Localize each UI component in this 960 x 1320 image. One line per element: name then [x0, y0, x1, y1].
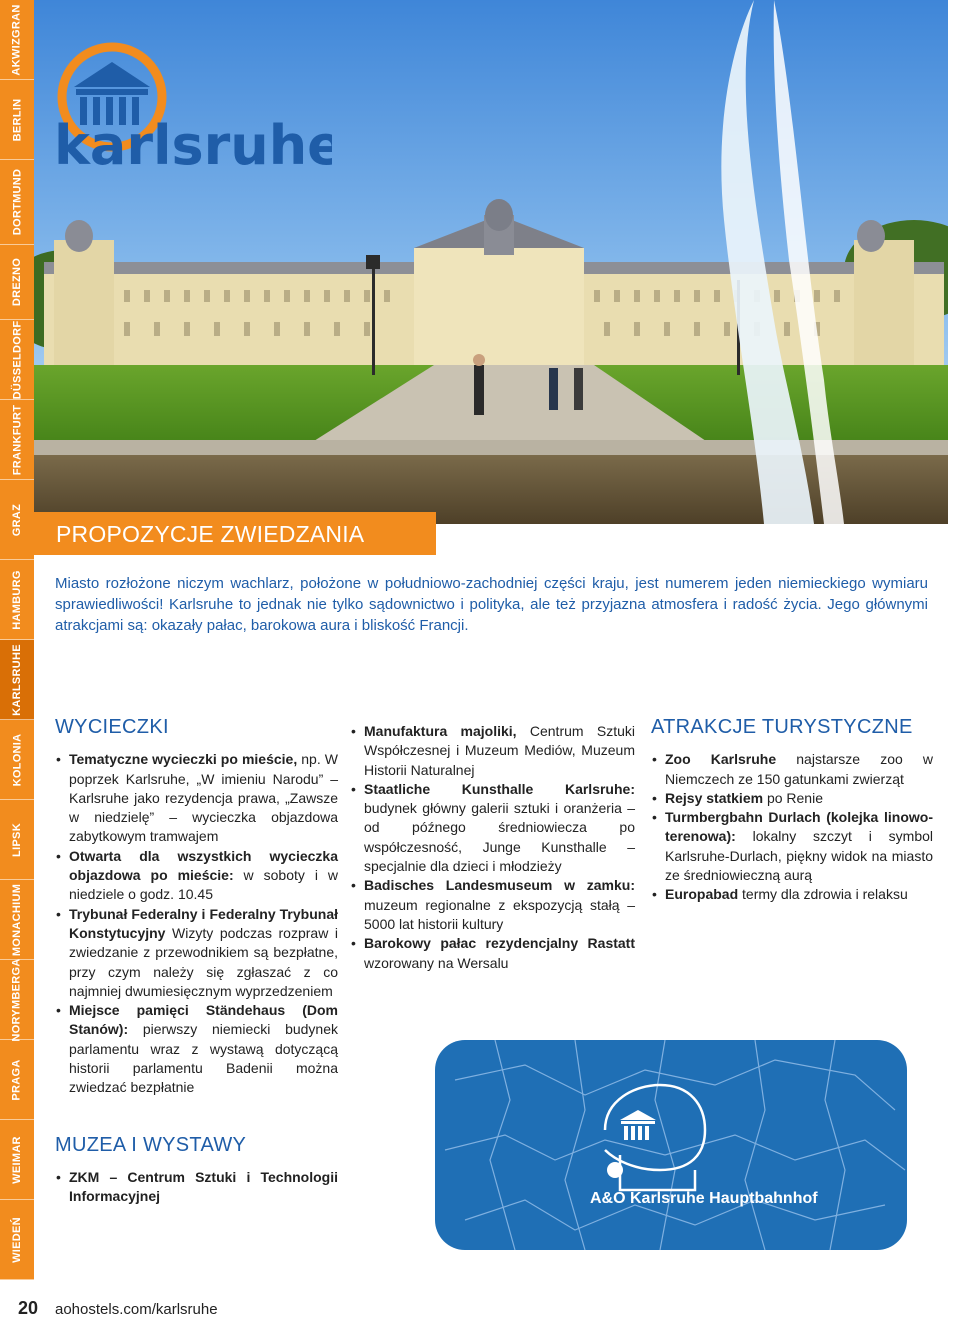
sidebar-city-label: DÜSSELDORF: [11, 320, 23, 399]
list-item: [350, 722, 635, 780]
sidebar-city-label: LIPSK: [11, 822, 23, 857]
list-muzea-cont: [350, 722, 635, 973]
list-item-bold: Barokowy pałac rezydencjalny Rastatt: [364, 935, 635, 952]
list-item-bold: ZKM – Centrum Sztuki i Technologii Informacyjnej: [69, 1168, 338, 1205]
sidebar-city-wiedeń[interactable]: [0, 1200, 34, 1280]
list-item: [55, 847, 338, 905]
list-item-text: budynek główny galerii sztuki i oranżeria – od późnego średniowiecza po współczesność, Junge Kunsthalle – specjalnie dla dzieci i młodzieży: [364, 800, 635, 875]
sidebar-city-label: KARLSRUHE: [11, 643, 24, 716]
heading-atrakcje: ATRAKCJE TURYSTYCZNE: [651, 716, 913, 738]
list-item-bold: Otwarta dla wszystkich wycieczka objazdowa po mieście:: [69, 847, 338, 884]
logo-wordmark: karlsruhe: [54, 114, 332, 172]
karlsruhe-logo: [52, 42, 332, 177]
list-item-text: np. W poprzek Karlsruhe, „W imieniu Narodu” – Karlsruhe jako rezydencja prawa, „Zawsze w niedzielę” – wycieczka objazdowa zabytkowym tramwajem: [69, 751, 338, 845]
list-item: [350, 780, 635, 876]
sidebar-city-label: GRAZ: [11, 503, 23, 536]
sidebar-city-label: DORTMUND: [11, 168, 23, 236]
column-wycieczki: [55, 718, 338, 1207]
sidebar-city-düsseldorf[interactable]: [0, 320, 34, 400]
list-item: [55, 750, 338, 846]
sidebar-city-norymberga[interactable]: [0, 957, 34, 1042]
sidebar-city-kolonia[interactable]: [0, 720, 34, 800]
column-muzea-cont: [350, 722, 635, 973]
list-item: [651, 885, 933, 904]
sidebar-city-label: MONACHIUM: [11, 883, 24, 956]
list-item-bold: Badisches Landesmuseum w zamku:: [364, 877, 635, 894]
sidebar-city-label: KOLONIA: [11, 733, 24, 786]
intro-text: Miasto rozłożone niczym wachlarz, położone w południowo-zachodniej części kraju, jest numerem jeden niemieckiego wymiaru sprawiedliwości! Karlsruhe to jednak nie tylko sądownictwo i polityka, ale też przyjazna atmosfera i radość życia. Jego głównymi atrakcjami są: okazały pałac, barokowa aura i bliskość Francji.: [55, 575, 928, 634]
list-item-text: lokalny szczyt i symbol Karlsruhe-Durlach, piękny widok na miasto ze średniowieczną aurą: [665, 828, 933, 884]
sidebar-city-frankfurt[interactable]: [0, 400, 34, 480]
list-item-text: w soboty i w niedziele o godz. 10.45: [69, 867, 338, 903]
list-item-bold: Rejsy statkiem: [665, 789, 764, 806]
footer-url[interactable]: aohostels.com/karlsruhe: [55, 1301, 218, 1318]
sidebar-city-drezno[interactable]: [0, 245, 34, 320]
sidebar-city-lipsk[interactable]: [0, 800, 34, 880]
sidebar-city-label: WEIMAR: [11, 1135, 24, 1184]
list-item-bold: Miejsce pamięci Ständehaus (Dom Stanów):: [69, 1002, 338, 1038]
list-item: [55, 1001, 338, 1097]
map-hostel-label: A&O Karlsruhe Hauptbahnhof: [590, 1190, 818, 1207]
sidebar-city-label: BERLIN: [11, 98, 23, 141]
list-item-text: termy dla zdrowia i relaksu: [738, 886, 908, 903]
sidebar-city-label: HAMBURG: [11, 569, 24, 630]
sidebar-city-label: FRANKFURT: [11, 404, 23, 475]
sidebar-city-label: WIEDEŃ: [11, 1216, 23, 1263]
sidebar-city-monachium[interactable]: [0, 880, 34, 960]
sidebar-city-praga[interactable]: [0, 1040, 34, 1120]
list-item-bold: Manufaktura majoliki,: [364, 723, 517, 739]
city-index-sidebar: [0, 0, 34, 1280]
list-item-bold: Staatliche Kunsthalle Karlsruhe:: [364, 780, 635, 797]
list-item-text: najstarsze zoo w Niemczech ze 150 gatunkami zwierząt: [665, 751, 933, 787]
sidebar-city-berlin[interactable]: [0, 80, 34, 160]
list-item-bold: Turmbergbahn Durlach (kolejka linowo-terenowa):: [665, 809, 933, 845]
sidebar-city-akwizgran[interactable]: [0, 0, 34, 80]
list-item-text: wzorowany na Wersalu: [364, 954, 509, 971]
list-item-bold: Trybunał Federalny i Federalny Trybunał Konstytucyjny: [69, 905, 338, 941]
list-item-bold: Zoo Karlsruhe: [665, 751, 777, 768]
list-item: [651, 750, 933, 789]
list-wycieczki: [55, 750, 338, 1097]
list-item: [55, 905, 338, 1001]
sidebar-city-label: DREZNO: [11, 257, 23, 307]
list-item-text: Centrum Sztuki Współczesnej i Muzeum Mediów, Muzeum Historii Naturalnej: [364, 723, 635, 778]
heading-muzea: MUZEA I WYSTAWY: [55, 1133, 247, 1156]
list-item-text: po Renie: [763, 789, 823, 806]
banner-title: PROPOZYCJE ZWIEDZANIA: [56, 521, 365, 547]
list-atrakcje: [651, 750, 933, 904]
sidebar-city-karlsruhe[interactable]: [0, 640, 34, 720]
list-item: [651, 808, 933, 885]
sidebar-city-label: NORYMBERGA: [11, 957, 24, 1042]
sidebar-city-label: PRAGA: [11, 1058, 24, 1101]
list-item: [350, 876, 635, 934]
list-item: [55, 1168, 338, 1207]
sidebar-city-weimar[interactable]: [0, 1120, 34, 1200]
list-item: [651, 789, 933, 808]
list-item: [350, 934, 635, 973]
list-muzea: [55, 1168, 338, 1207]
list-item-text: Wizyty podczas rozpraw i zwiedzanie z przewodnikiem są bezpłatne, przy czym należy się zgłaszać z co najmniej dwumiesięcznym wyprzedzeniem: [69, 924, 338, 999]
section-banner: [34, 512, 436, 555]
sidebar-city-hamburg[interactable]: [0, 560, 34, 640]
list-item-bold: Europabad: [665, 886, 739, 903]
page-number: 20: [18, 1298, 39, 1318]
list-item-bold: Tematyczne wycieczki po mieście,: [69, 751, 298, 768]
location-map: [435, 1040, 907, 1250]
sidebar-city-graz[interactable]: [0, 480, 34, 560]
list-item-text: pierwszy niemiecki budynek parlamentu wraz z wystawą dotyczącą historii parlamentu Badenii można zwiedzać bezpłatnie: [69, 1021, 338, 1096]
column-atrakcje: [651, 718, 933, 905]
list-item-text: muzeum regionalne z ekspozycją stałą – 5000 lat historii kultury: [364, 896, 635, 932]
intro-paragraph: [55, 573, 928, 636]
heading-wycieczki: WYCIECZKI: [55, 716, 169, 738]
sidebar-city-dortmund[interactable]: [0, 160, 34, 245]
sidebar-city-label: AKWIZGRAN: [11, 3, 24, 76]
